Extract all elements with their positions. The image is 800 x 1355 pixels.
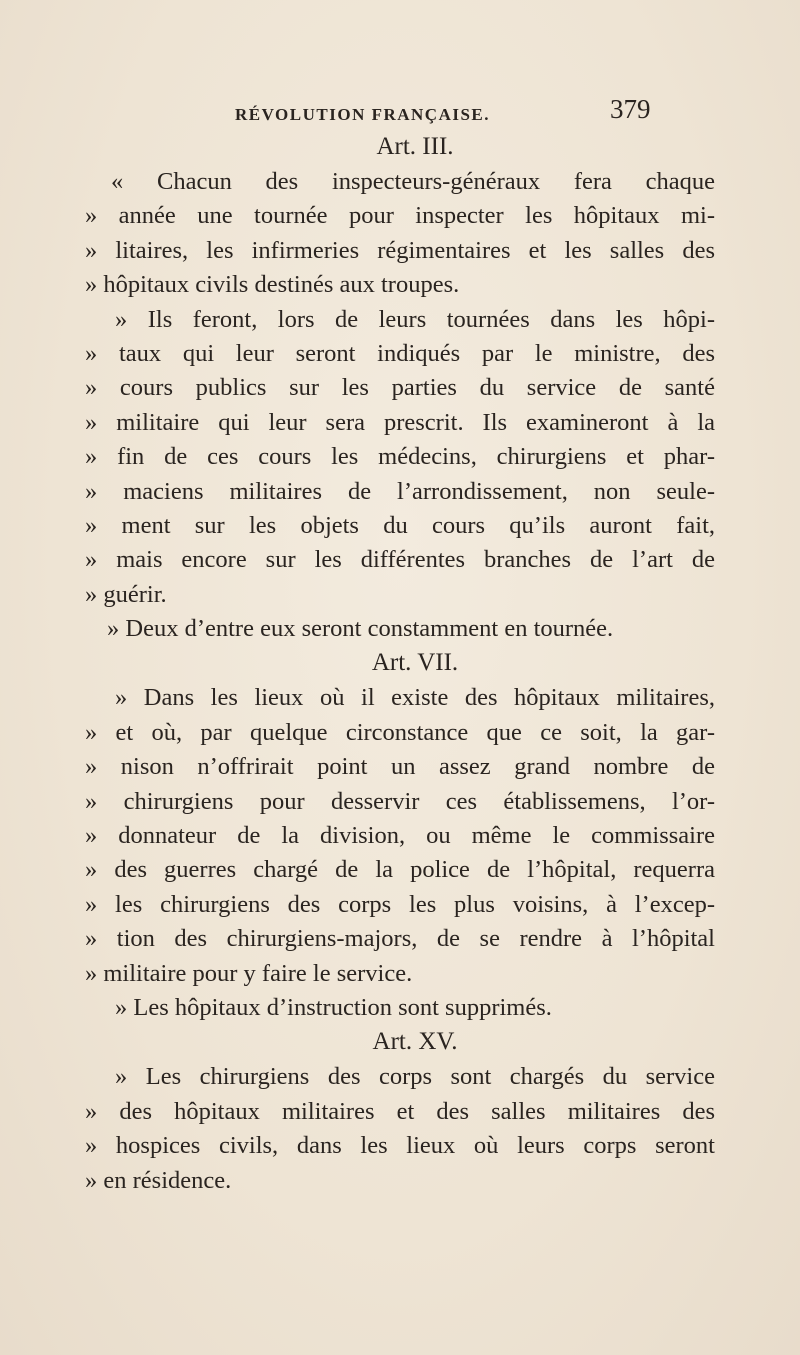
text-line: » Les hôpitaux d’instruction sont supprimés. [115,993,552,1021]
text-line: » tion des chirurgiens-majors, de se rendre à l’hôpital [85,925,715,953]
page-number: 379 [610,94,651,124]
text-line: » ment sur les objets du cours qu’ils auront fait, [85,511,715,539]
article-heading: Art. VII. [371,649,459,677]
text-line: » maciens militaires de l’arrondissement, non seule- [85,477,715,505]
article-section [85,646,715,1025]
article-heading: Art. XV. [372,1028,458,1056]
text-line: » les chirurgiens des corps les plus voisins, à l’excep- [85,890,715,918]
text-line: » en résidence. [85,1166,232,1194]
text-line: » année une tournée pour inspecter les hôpitaux mi- [85,202,715,230]
text-line: » guérir. [85,580,167,608]
text-line: » hospices civils, dans les lieux où leurs corps seront [85,1132,715,1160]
text-line: » Ils feront, lors de leurs tournées dans les hôpi- [115,305,715,333]
text-line: » hôpitaux civils destinés aux troupes. [85,271,460,299]
text-line: » fin de ces cours les médecins, chirurgiens et phar- [85,443,715,471]
text-line: » Deux d’entre eux seront constamment en tournée. [107,615,614,643]
text-line: » cours publics sur les parties du service de santé [85,374,715,402]
text-line: » des hôpitaux militaires et des salles militaires des [85,1097,715,1125]
running-head [0,94,800,130]
text-line: » des guerres chargé de la police de l’hôpital, requerra [85,856,715,884]
text-line: » mais encore sur les différentes branches de l’art de [85,546,715,574]
text-line: » et où, par quelque circonstance que ce soit, la gar- [85,718,715,746]
text-line: » taux qui leur seront indiqués par le ministre, des [85,339,715,367]
text-line: » Dans les lieux où il existe des hôpitaux militaires, [115,684,715,712]
article-heading: Art. III. [376,133,454,160]
text-line: « Chacun des inspecteurs-généraux fera chaque [111,168,715,195]
text-line: » chirurgiens pour desservir ces établissemens, l’or- [85,787,715,815]
text-line: » militaire pour y faire le service. [85,959,413,987]
text-line: » militaire qui leur sera prescrit. Ils examineront à la [85,408,715,436]
body-text [85,130,715,1198]
article-section [85,130,715,646]
text-line: » litaires, les infirmeries régimentaires et les salles des [85,236,715,264]
text-line: » donnateur de la division, ou même le commissaire [85,822,715,850]
text-line: » Les chirurgiens des corps sont chargés du service [115,1063,715,1091]
article-section [85,1025,715,1198]
text-line: » nison n’offrirait point un assez grand nombre de [85,753,715,781]
running-title: RÉVOLUTION FRANÇAISE. [235,105,491,124]
